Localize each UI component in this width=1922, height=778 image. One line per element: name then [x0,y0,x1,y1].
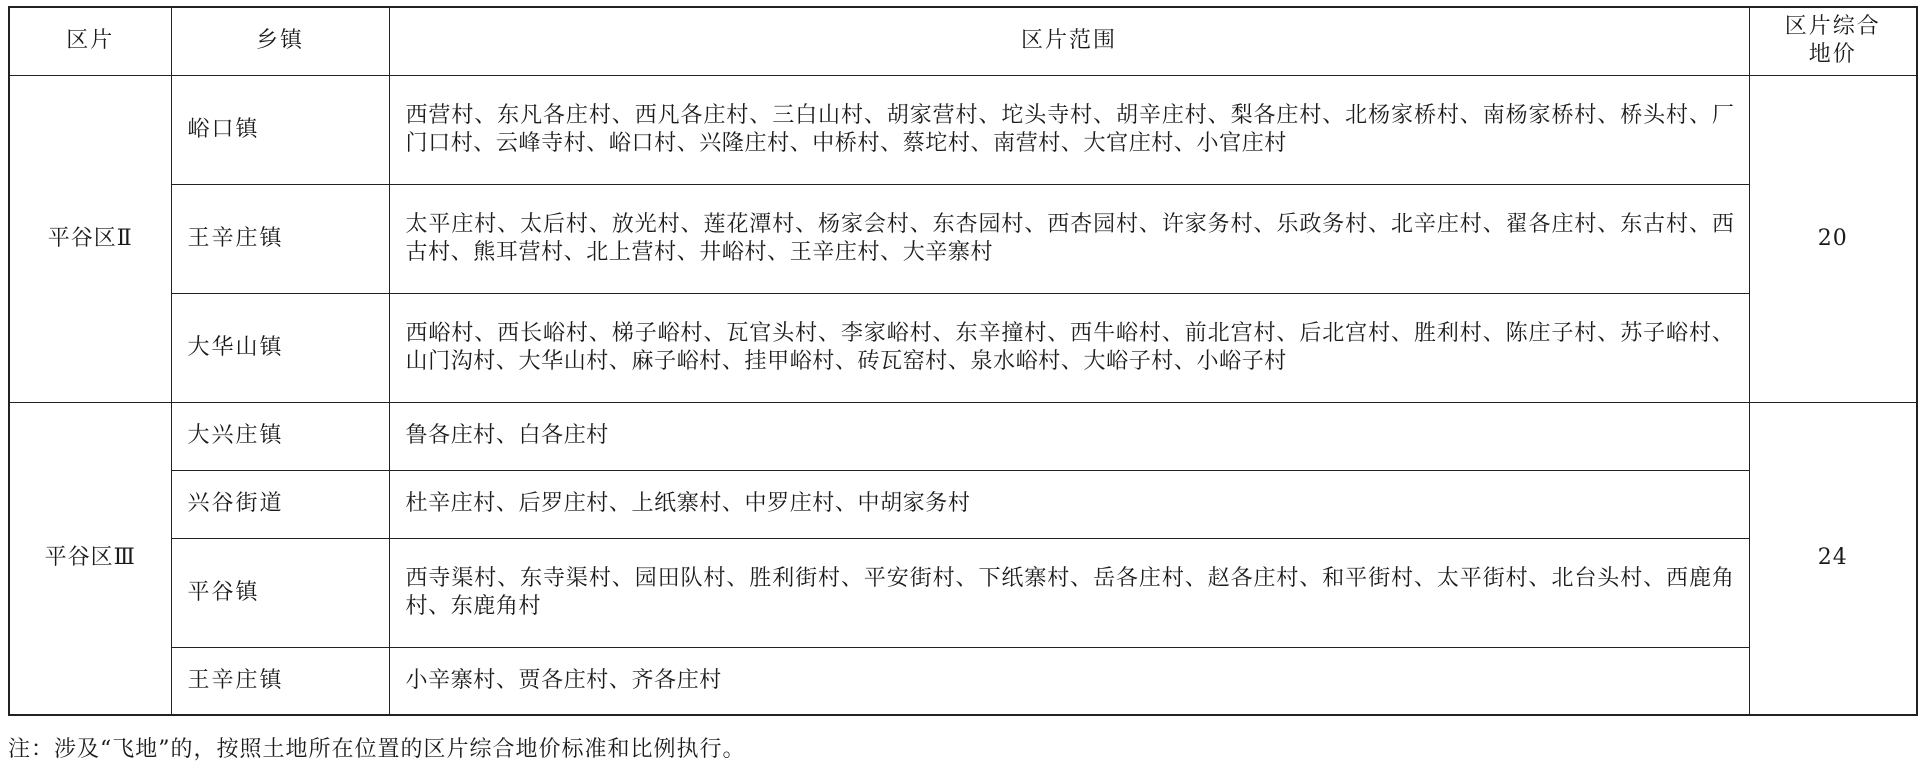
header-price [1749,7,1917,75]
table-row [9,538,1917,647]
table-row [9,75,1917,184]
range-cell: 小辛寨村、贾各庄村、齐各庄村 [389,647,1749,715]
header-price-line1: 区片综合 [1784,14,1881,40]
header-zone: 区片 [9,7,171,75]
range-cell: 鲁各庄村、白各庄村 [389,402,1749,470]
range-cell: 西峪村、西长峪村、梯子峪村、瓦官头村、李家峪村、东辛撞村、西牛峪村、前北宫村、后北宫村、胜利村、陈庄子村、苏子峪村、山门沟村、大华山村、麻子峪村、挂甲峪村、砖瓦窑村、泉水峪村、大峪子村、小峪子村 [389,293,1749,402]
zone-cell: 平谷区Ⅱ [9,75,171,402]
table-row [9,184,1917,293]
zone-cell: 平谷区Ⅲ [9,402,171,715]
footnote: 注：涉及“飞地”的，按照土地所在位置的区片综合地价标准和比例执行。 [8,737,746,762]
header-range: 区片范围 [389,7,1749,75]
town-cell: 王辛庄镇 [171,184,389,293]
town-cell: 大华山镇 [171,293,389,402]
town-cell: 兴谷街道 [171,470,389,538]
document-page [8,6,1916,716]
range-cell: 杜辛庄村、后罗庄村、上纸寨村、中罗庄村、中胡家务村 [389,470,1749,538]
header-price-line2: 地价 [1808,42,1857,68]
table-row [9,647,1917,715]
table-row [9,402,1917,470]
range-cell: 西寺渠村、东寺渠村、园田队村、胜利街村、平安街村、下纸寨村、岳各庄村、赵各庄村、和平街村、太平街村、北台头村、西鹿角村、东鹿角村 [389,538,1749,647]
town-cell: 峪口镇 [171,75,389,184]
table-row [9,470,1917,538]
header-town: 乡镇 [171,7,389,75]
town-cell: 王辛庄镇 [171,647,389,715]
range-cell: 太平庄村、太后村、放光村、莲花潭村、杨家会村、东杏园村、西杏园村、许家务村、乐政务村、北辛庄村、翟各庄村、东古村、西古村、熊耳营村、北上营村、井峪村、王辛庄村、大辛寨村 [389,184,1749,293]
range-cell: 西营村、东凡各庄村、西凡各庄村、三白山村、胡家营村、坨头寺村、胡辛庄村、梨各庄村、北杨家桥村、南杨家桥村、桥头村、厂门口村、云峰寺村、峪口村、兴隆庄村、中桥村、蔡坨村、南营村、大官庄村、小官庄村 [389,75,1749,184]
table-row [9,293,1917,402]
land-price-table [8,6,1918,716]
town-cell: 大兴庄镇 [171,402,389,470]
town-cell: 平谷镇 [171,538,389,647]
table-header-row [9,7,1917,75]
price-cell: 20 [1749,75,1917,402]
price-cell: 24 [1749,402,1917,715]
